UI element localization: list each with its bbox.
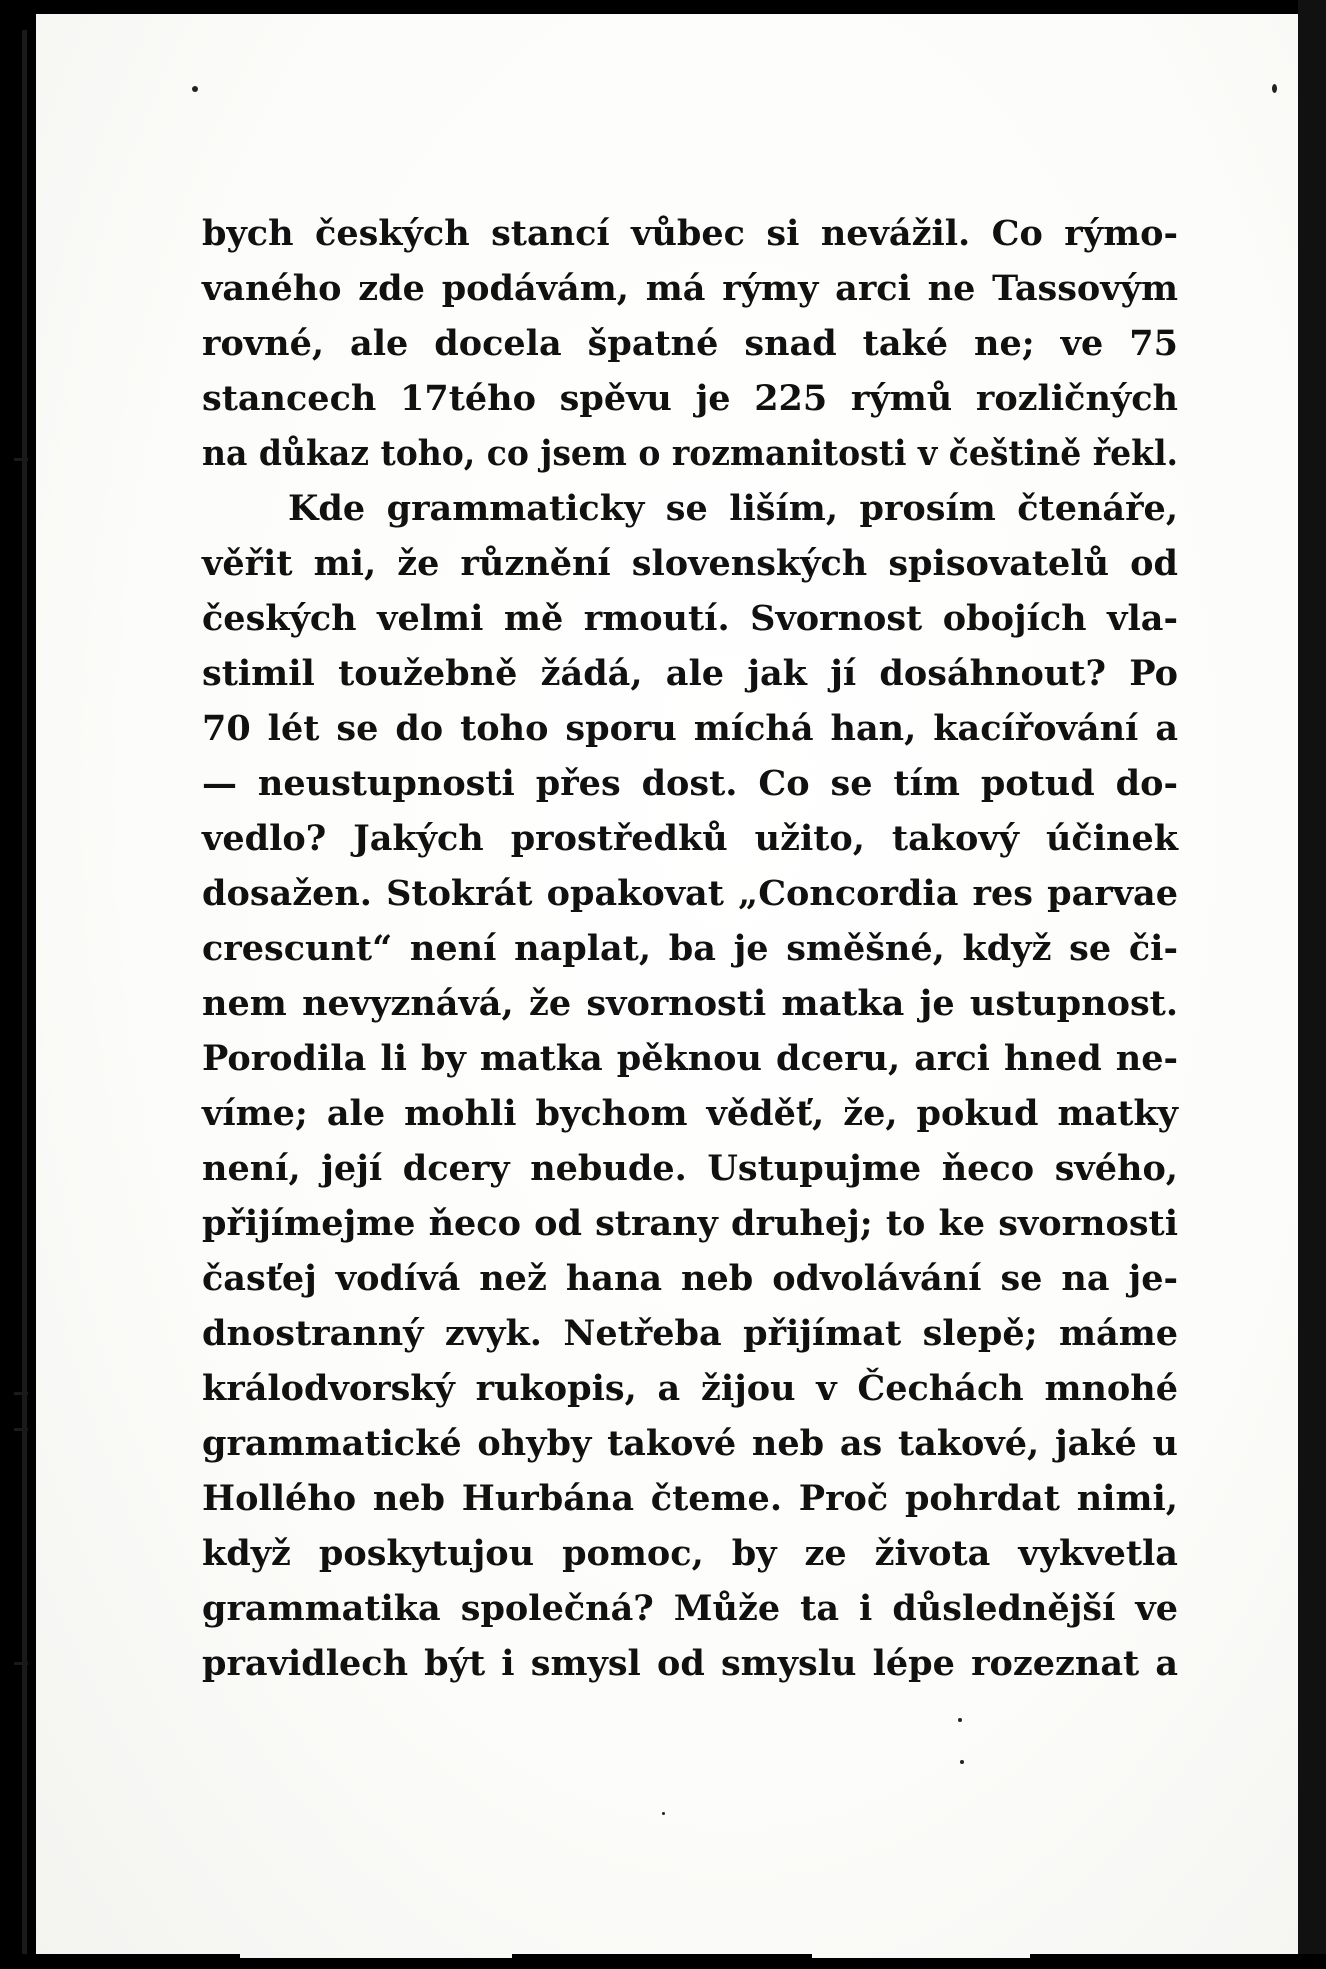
paper-speck: [662, 1812, 665, 1815]
text-line: králodvorský rukopis, a žijou v Čechách mnohé: [202, 1368, 1178, 1409]
scan-bottom-edge: [1030, 1954, 1326, 1969]
text-line: stancech 17tého spěvu je 225 rýmů rozličných: [202, 378, 1178, 419]
text-line: Porodila li by matka pěknou dceru, arci hned ne-: [202, 1038, 1178, 1079]
binding-mark: [14, 1392, 28, 1395]
scan-bottom-edge: [512, 1954, 812, 1969]
text-line: Kde grammaticky se liším, prosím čtenáře,: [288, 488, 1178, 529]
text-line: crescunt“ není naplat, ba je směšné, když se či-: [202, 928, 1178, 969]
text-line: věřit mi, že různění slovenských spisovatelů od: [202, 543, 1178, 584]
text-line: pravidlech být i smysl od smyslu lépe rozeznat a: [202, 1643, 1178, 1684]
text-line: bych českých stancí vůbec si nevážil. Co rýmo-: [202, 213, 1178, 254]
text-line: vaného zde podávám, má rýmy arci ne Tassovým: [202, 268, 1178, 309]
text-line: grammatické ohyby takové neb as takové, jaké u: [202, 1423, 1178, 1464]
text-line: Hollého neb Hurbána čteme. Proč pohrdat nimi,: [202, 1478, 1178, 1519]
paper-speck: [1272, 84, 1277, 93]
binding-mark: [14, 1428, 28, 1431]
scan-left-binding-edge: [22, 30, 27, 1960]
scan-bottom-edge: [0, 1954, 240, 1969]
text-line: — neustupnosti přes dost. Co se tím potud do-: [202, 763, 1178, 804]
paper-speck: [960, 1760, 964, 1764]
text-line: českých velmi mě rmoutí. Svornost obojích vla-: [202, 598, 1178, 639]
binding-mark: [14, 1662, 28, 1665]
paper-speck: [192, 86, 198, 92]
text-line: časťej vodívá než hana neb odvolávání se na je-: [202, 1258, 1178, 1299]
binding-mark: [14, 458, 28, 461]
text-line: není, její dcery nebude. Ustupujme ňeco svého,: [202, 1148, 1178, 1189]
text-line: nem nevyznává, že svornosti matka je ustupnost.: [202, 983, 1178, 1024]
text-line: 70 lét se do toho sporu míchá han, kacířování a: [202, 708, 1178, 749]
text-line: přijímejme ňeco od strany druhej; to ke svornosti: [202, 1203, 1178, 1244]
text-line: vedlo? Jakých prostředků užito, takový účinek: [202, 818, 1178, 859]
paper-speck: [958, 1718, 962, 1722]
scan-right-edge: [1298, 0, 1326, 1969]
body-text: [202, 206, 1178, 1691]
text-line: grammatika společná? Může ta i důslednější ve: [202, 1588, 1178, 1629]
text-line: když poskytujou pomoc, by ze života vykvetla: [202, 1533, 1178, 1574]
text-line: na důkaz toho, co jsem o rozmanitosti v češtině řekl.: [202, 433, 1179, 474]
text-line: dnostranný zvyk. Netřeba přijímat slepě; máme: [202, 1313, 1178, 1354]
text-line: rovné, ale docela špatné snad také ne; ve 75: [202, 323, 1178, 364]
text-line: víme; ale mohli bychom věděť, že, pokud matky: [202, 1093, 1178, 1134]
text-line: dosažen. Stokrát opakovat „Concordia res parvae: [202, 873, 1178, 914]
text-line: stimil toužebně žádá, ale jak jí dosáhnout? Po: [202, 653, 1178, 694]
